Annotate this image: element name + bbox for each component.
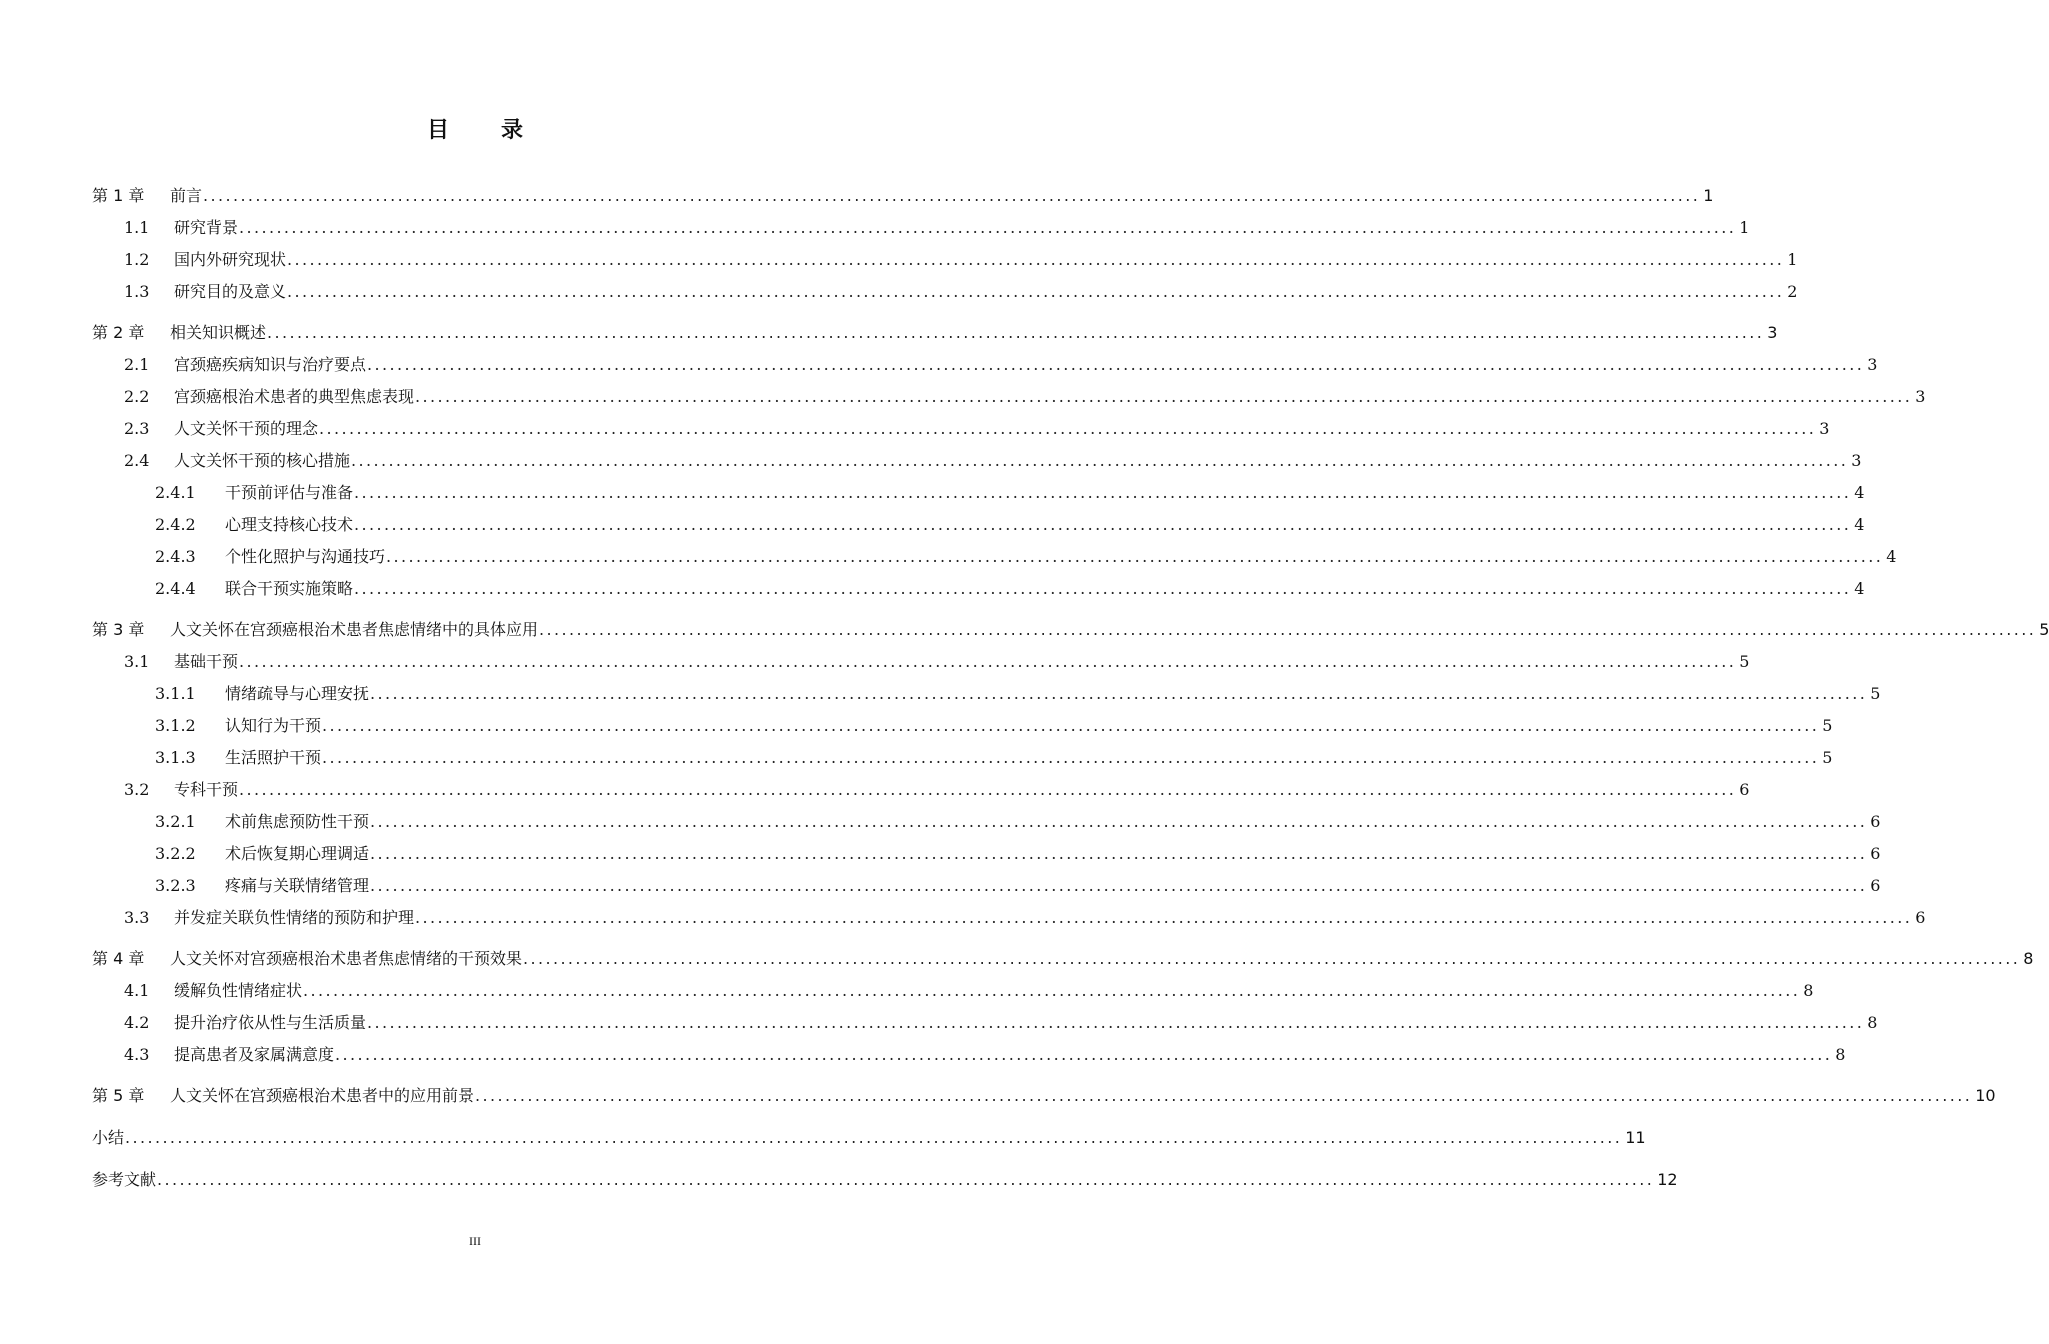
toc-leader-dots: ........................................................................................................................................................................................................ xyxy=(351,451,1849,470)
toc-entry-number: 1.1 xyxy=(124,218,150,237)
toc-entry[interactable] xyxy=(124,352,1878,376)
toc-entry-number: 4.3 xyxy=(124,1045,150,1064)
toc-entry-page: 4 xyxy=(1854,483,1865,502)
toc-entry[interactable] xyxy=(124,777,1750,801)
toc-entry[interactable] xyxy=(92,1167,1678,1191)
toc-entry-page: 1 xyxy=(1703,186,1714,205)
toc-entry-number: 3.2.2 xyxy=(155,844,196,863)
toc-entry-title: 参考文献 xyxy=(92,1170,157,1189)
toc-entry-number: 4.2 xyxy=(124,1013,150,1032)
toc-entry-page: 6 xyxy=(1870,876,1881,895)
toc-entry-title: 人文关怀在宫颈癌根治术患者中的应用前景 xyxy=(170,1086,475,1105)
toc-entry-title: 情绪疏导与心理安抚 xyxy=(225,684,370,703)
toc-entry-number: 3.2 xyxy=(124,780,150,799)
toc-entry[interactable] xyxy=(155,480,1865,504)
toc-entry-number: 2.4.1 xyxy=(155,483,196,502)
toc-entry-page: 11 xyxy=(1625,1128,1646,1147)
toc-entry-number: 2.4 xyxy=(124,451,150,470)
toc-entry-title: 人文关怀干预的理念 xyxy=(174,419,319,438)
toc-entry[interactable] xyxy=(155,713,1833,737)
toc-entry[interactable] xyxy=(155,512,1865,536)
toc-entry-page: 6 xyxy=(1870,844,1881,863)
toc-leader-dots: ........................................................................................................................................................................................................ xyxy=(475,1086,1973,1105)
toc-entry-title: 生活照护干预 xyxy=(225,748,322,767)
toc-entry-title: 术后恢复期心理调适 xyxy=(225,844,370,863)
toc-entry-title: 心理支持核心技术 xyxy=(225,515,354,534)
toc-entry-page: 3 xyxy=(1867,355,1878,374)
toc-leader-dots: ........................................................................................................................................................................................................ xyxy=(386,547,1884,566)
toc-entry-title: 人文关怀对宫颈癌根治术患者焦虑情绪的干预效果 xyxy=(170,949,523,968)
toc-entry-title: 相关知识概述 xyxy=(170,323,267,342)
toc-entry-number: 第 1 章 xyxy=(92,186,145,205)
toc-entry-page: 5 xyxy=(1870,684,1881,703)
toc-title-char-2: 录 xyxy=(501,118,524,143)
toc-leader-dots: ........................................................................................................................................................................................................ xyxy=(287,250,1785,269)
toc-entry-page: 4 xyxy=(1886,547,1897,566)
toc-entry-page: 8 xyxy=(1867,1013,1878,1032)
toc-entry[interactable] xyxy=(92,320,1778,344)
toc-entry-number: 2.3 xyxy=(124,419,150,438)
toc-title xyxy=(0,113,950,144)
toc-entry-title: 人文关怀在宫颈癌根治术患者焦虑情绪中的具体应用 xyxy=(170,620,539,639)
toc-entry-number: 3.1.2 xyxy=(155,716,196,735)
toc-entry[interactable] xyxy=(124,978,1814,1002)
toc-leader-dots: ........................................................................................................................................................................................................ xyxy=(354,515,1852,534)
toc-entry-number: 1.2 xyxy=(124,250,150,269)
toc-entry-number: 2.2 xyxy=(124,387,150,406)
toc-leader-dots: ........................................................................................................................................................................................................ xyxy=(370,812,1868,831)
toc-entry-title: 干预前评估与准备 xyxy=(225,483,354,502)
toc-leader-dots: ........................................................................................................................................................................................................ xyxy=(415,908,1913,927)
toc-entry-title: 提高患者及家属满意度 xyxy=(174,1045,335,1064)
toc-entry-number: 第 2 章 xyxy=(92,323,145,342)
toc-entry-number: 3.2.3 xyxy=(155,876,196,895)
toc-leader-dots: ........................................................................................................................................................................................................ xyxy=(319,419,1817,438)
toc-leader-dots: ........................................................................................................................................................................................................ xyxy=(239,652,1737,671)
toc-entry[interactable] xyxy=(92,183,1714,207)
toc-entry-title: 专科干预 xyxy=(174,780,239,799)
toc-entry-title: 小结 xyxy=(92,1128,125,1147)
toc-entry-number: 4.1 xyxy=(124,981,150,1000)
toc-entry-number: 2.1 xyxy=(124,355,150,374)
toc-entry[interactable] xyxy=(92,946,2034,970)
toc-entry-title: 认知行为干预 xyxy=(225,716,322,735)
toc-entry[interactable] xyxy=(155,745,1833,769)
page-number: III xyxy=(469,1234,481,1248)
toc-leader-dots: ........................................................................................................................................................................................................ xyxy=(125,1128,1623,1147)
toc-entry-number: 3.2.1 xyxy=(155,812,196,831)
toc-title-char-1: 目 xyxy=(426,118,449,143)
toc-entry[interactable] xyxy=(124,215,1750,239)
toc-leader-dots: ........................................................................................................................................................................................................ xyxy=(322,748,1820,767)
toc-entry-number: 2.4.3 xyxy=(155,547,196,566)
toc-entry[interactable] xyxy=(155,576,1865,600)
toc-entry-page: 8 xyxy=(1803,981,1814,1000)
toc-entry-number: 3.1.3 xyxy=(155,748,196,767)
toc-entry[interactable] xyxy=(124,279,1798,303)
toc-entry-number: 3.3 xyxy=(124,908,150,927)
toc-entry-page: 3 xyxy=(1819,419,1830,438)
toc-leader-dots: ........................................................................................................................................................................................................ xyxy=(157,1170,1655,1189)
toc-entry[interactable] xyxy=(155,681,1881,705)
toc-entry-number: 3.1.1 xyxy=(155,684,196,703)
toc-leader-dots: ........................................................................................................................................................................................................ xyxy=(370,876,1868,895)
toc-leader-dots: ........................................................................................................................................................................................................ xyxy=(415,387,1913,406)
toc-entry[interactable] xyxy=(92,1125,1646,1149)
toc-entry-page: 4 xyxy=(1854,515,1865,534)
toc-leader-dots: ........................................................................................................................................................................................................ xyxy=(322,716,1820,735)
toc-entry[interactable] xyxy=(92,617,2049,641)
toc-entry-page: 8 xyxy=(2023,949,2034,968)
toc-entry[interactable] xyxy=(124,448,1862,472)
toc-leader-dots: ........................................................................................................................................................................................................ xyxy=(523,949,2021,968)
toc-entry-title: 缓解负性情绪症状 xyxy=(174,981,303,1000)
toc-entry-title: 研究背景 xyxy=(174,218,239,237)
toc-entry-page: 1 xyxy=(1739,218,1750,237)
toc-entry-title: 提升治疗依从性与生活质量 xyxy=(174,1013,367,1032)
toc-entry-page: 3 xyxy=(1767,323,1778,342)
toc-entry-title: 宫颈癌疾病知识与治疗要点 xyxy=(174,355,367,374)
toc-leader-dots: ........................................................................................................................................................................................................ xyxy=(367,1013,1865,1032)
toc-leader-dots: ........................................................................................................................................................................................................ xyxy=(239,780,1737,799)
toc-entry-title: 国内外研究现状 xyxy=(174,250,287,269)
toc-leader-dots: ........................................................................................................................................................................................................ xyxy=(335,1045,1833,1064)
toc-leader-dots: ........................................................................................................................................................................................................ xyxy=(370,684,1868,703)
toc-leader-dots: ........................................................................................................................................................................................................ xyxy=(354,483,1852,502)
toc-leader-dots: ........................................................................................................................................................................................................ xyxy=(287,282,1785,301)
toc-entry[interactable] xyxy=(124,247,1798,271)
toc-entry-title: 前言 xyxy=(170,186,203,205)
toc-leader-dots: ........................................................................................................................................................................................................ xyxy=(203,186,1701,205)
toc-entry-page: 5 xyxy=(1822,716,1833,735)
toc-entry-title: 并发症关联负性情绪的预防和护理 xyxy=(174,908,415,927)
toc-entry[interactable] xyxy=(155,544,1897,568)
toc-entry-page: 4 xyxy=(1854,579,1865,598)
toc-entry-number: 第 4 章 xyxy=(92,949,145,968)
toc-entry-page: 10 xyxy=(1975,1086,1996,1105)
toc-entry-page: 1 xyxy=(1787,250,1798,269)
toc-entry-page: 5 xyxy=(1822,748,1833,767)
toc-entry-number: 3.1 xyxy=(124,652,150,671)
toc-entry[interactable] xyxy=(124,905,1926,929)
toc-entry-page: 6 xyxy=(1870,812,1881,831)
toc-leader-dots: ........................................................................................................................................................................................................ xyxy=(267,323,1765,342)
toc-entry[interactable] xyxy=(92,1083,1996,1107)
toc-entry[interactable] xyxy=(124,416,1830,440)
toc-entry-title: 疼痛与关联情绪管理 xyxy=(225,876,370,895)
toc-leader-dots: ........................................................................................................................................................................................................ xyxy=(539,620,2037,639)
toc-entry[interactable] xyxy=(124,384,1926,408)
toc-entry-number: 第 3 章 xyxy=(92,620,145,639)
toc-entry-title: 研究目的及意义 xyxy=(174,282,287,301)
toc-entry-title: 宫颈癌根治术患者的典型焦虑表现 xyxy=(174,387,415,406)
toc-entry-page: 8 xyxy=(1835,1045,1846,1064)
toc-entry-page: 5 xyxy=(2039,620,2049,639)
toc-entry-title: 联合干预实施策略 xyxy=(225,579,354,598)
toc-entry-title: 基础干预 xyxy=(174,652,239,671)
toc-entry[interactable] xyxy=(124,649,1750,673)
toc-entry[interactable] xyxy=(124,1010,1878,1034)
toc-entry-page: 6 xyxy=(1915,908,1926,927)
toc-entry-title: 个性化照护与沟通技巧 xyxy=(225,547,386,566)
toc-entry-page: 12 xyxy=(1657,1170,1678,1189)
toc-entry-page: 3 xyxy=(1851,451,1862,470)
toc-leader-dots: ........................................................................................................................................................................................................ xyxy=(367,355,1865,374)
toc-entry-page: 2 xyxy=(1787,282,1798,301)
toc-leader-dots: ........................................................................................................................................................................................................ xyxy=(303,981,1801,1000)
toc-entry-title: 人文关怀干预的核心措施 xyxy=(174,451,351,470)
toc-entry-number: 第 5 章 xyxy=(92,1086,145,1105)
toc-leader-dots: ........................................................................................................................................................................................................ xyxy=(370,844,1868,863)
toc-entry[interactable] xyxy=(124,1042,1846,1066)
toc-entry-title: 术前焦虑预防性干预 xyxy=(225,812,370,831)
toc-leader-dots: ........................................................................................................................................................................................................ xyxy=(354,579,1852,598)
toc-entry-number: 2.4.2 xyxy=(155,515,196,534)
toc-entry[interactable] xyxy=(155,809,1881,833)
toc-leader-dots: ........................................................................................................................................................................................................ xyxy=(239,218,1737,237)
toc-entry-page: 3 xyxy=(1915,387,1926,406)
toc-entry-number: 2.4.4 xyxy=(155,579,196,598)
toc-entry[interactable] xyxy=(155,841,1881,865)
toc-entry[interactable] xyxy=(155,873,1881,897)
toc-entry-page: 5 xyxy=(1739,652,1750,671)
toc-entry-number: 1.3 xyxy=(124,282,150,301)
toc-entry-page: 6 xyxy=(1739,780,1750,799)
